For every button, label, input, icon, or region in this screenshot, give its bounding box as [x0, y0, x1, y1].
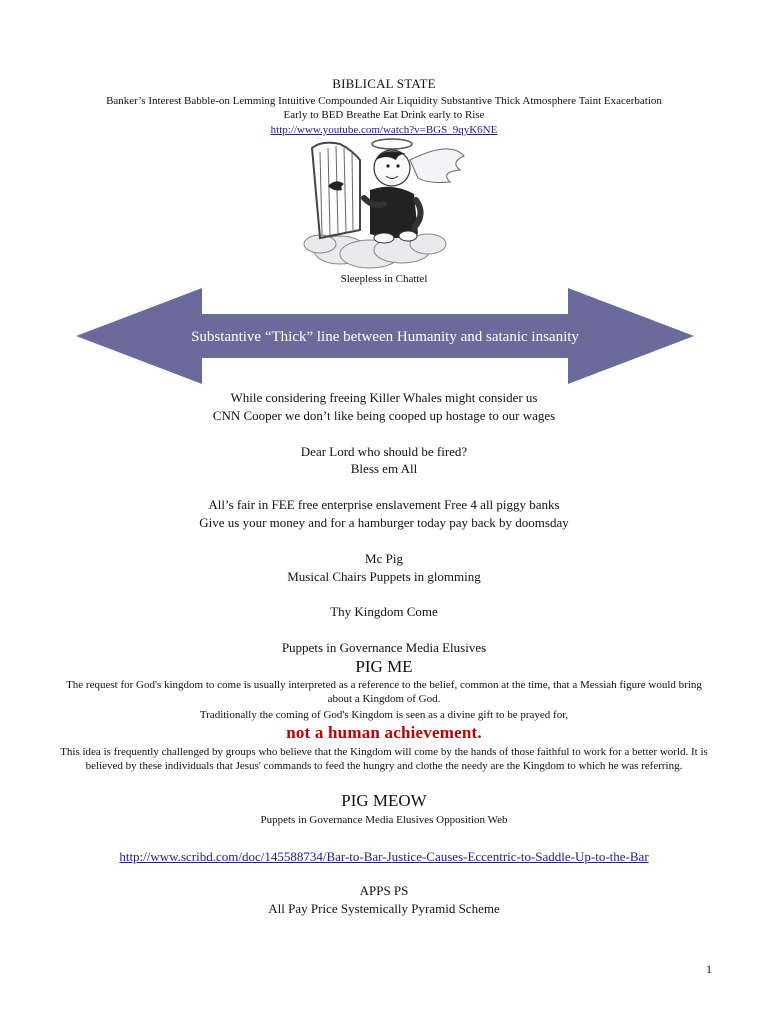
scribd-link[interactable]: http://www.scribd.com/doc/145588734/Bar-to-Bar-Justice-Causes-Eccentric-to-Saddle-Up-to-the-Bar [119, 849, 649, 864]
text-line: While considering freeing Killer Whales might consider us [230, 390, 538, 405]
paragraph: This idea is frequently challenged by groups who believe that the Kingdom will come by the hands of those faithful to work for a better world. It is believed by these individuals that Jesus' commands to feed the hungry and clothe the needy are the Kingdom to which he was referring. [60, 746, 708, 772]
section-heading: PIG MEOW [341, 791, 427, 810]
emphasis-period: . [477, 723, 482, 742]
text-line: Thy Kingdom Come [330, 604, 438, 619]
paragraph: The request for God's kingdom to come is usually interpreted as a reference to the belief, common at the time, that a Messiah figure would bring about a Kingdom of God. [66, 679, 702, 705]
double-arrow [76, 288, 694, 384]
page-number: 1 [706, 962, 712, 976]
text-line: All Pay Price Systemically Pyramid Scheme [268, 901, 500, 916]
subtitle-line: Banker’s Interest Babble-on Lemming Intuitive Compounded Air Liquidity Substantive Thick Atmosphere Taint Exacerbation [106, 95, 662, 107]
text-line: Musical Chairs Puppets in glomming [287, 569, 481, 584]
text-line: Bless em All [350, 461, 418, 476]
text-line: CNN Cooper we don’t like being cooped up hostage to our wages [212, 408, 556, 423]
text-line: APPS PS [359, 883, 409, 898]
text-line: Give us your money and for a hamburger today pay back by doomsday [199, 515, 569, 530]
text-line: Mc Pig [365, 551, 403, 566]
illustration-caption: Sleepless in Chattel [340, 273, 428, 285]
angel-harp-icon [300, 138, 468, 270]
text-line: Puppets in Governance Media Elusives Opposition Web [260, 814, 508, 826]
youtube-link[interactable]: http://www.youtube.com/watch?v=BGS_9qyK6NE [270, 124, 498, 136]
paragraph: Traditionally the coming of God's Kingdom is seen as a divine gift to be prayed for, [199, 709, 569, 721]
text-line: Puppets in Governance Media Elusives [281, 640, 487, 655]
emphasis-text: not a human achievement [286, 723, 478, 742]
emphasis-line [0, 723, 768, 743]
arrow-label: Substantive “Thick” line between Humanity and satanic insanity [191, 329, 579, 345]
subtitle-line-2: Early to BED Breathe Eat Drink early to Rise [283, 109, 485, 121]
text-line: All’s fair in FEE free enterprise enslavement Free 4 all piggy banks [208, 497, 560, 512]
text-line: Dear Lord who should be fired? [300, 444, 468, 459]
page-title: BIBLICAL STATE [332, 76, 436, 91]
section-heading: PIG ME [355, 657, 413, 676]
